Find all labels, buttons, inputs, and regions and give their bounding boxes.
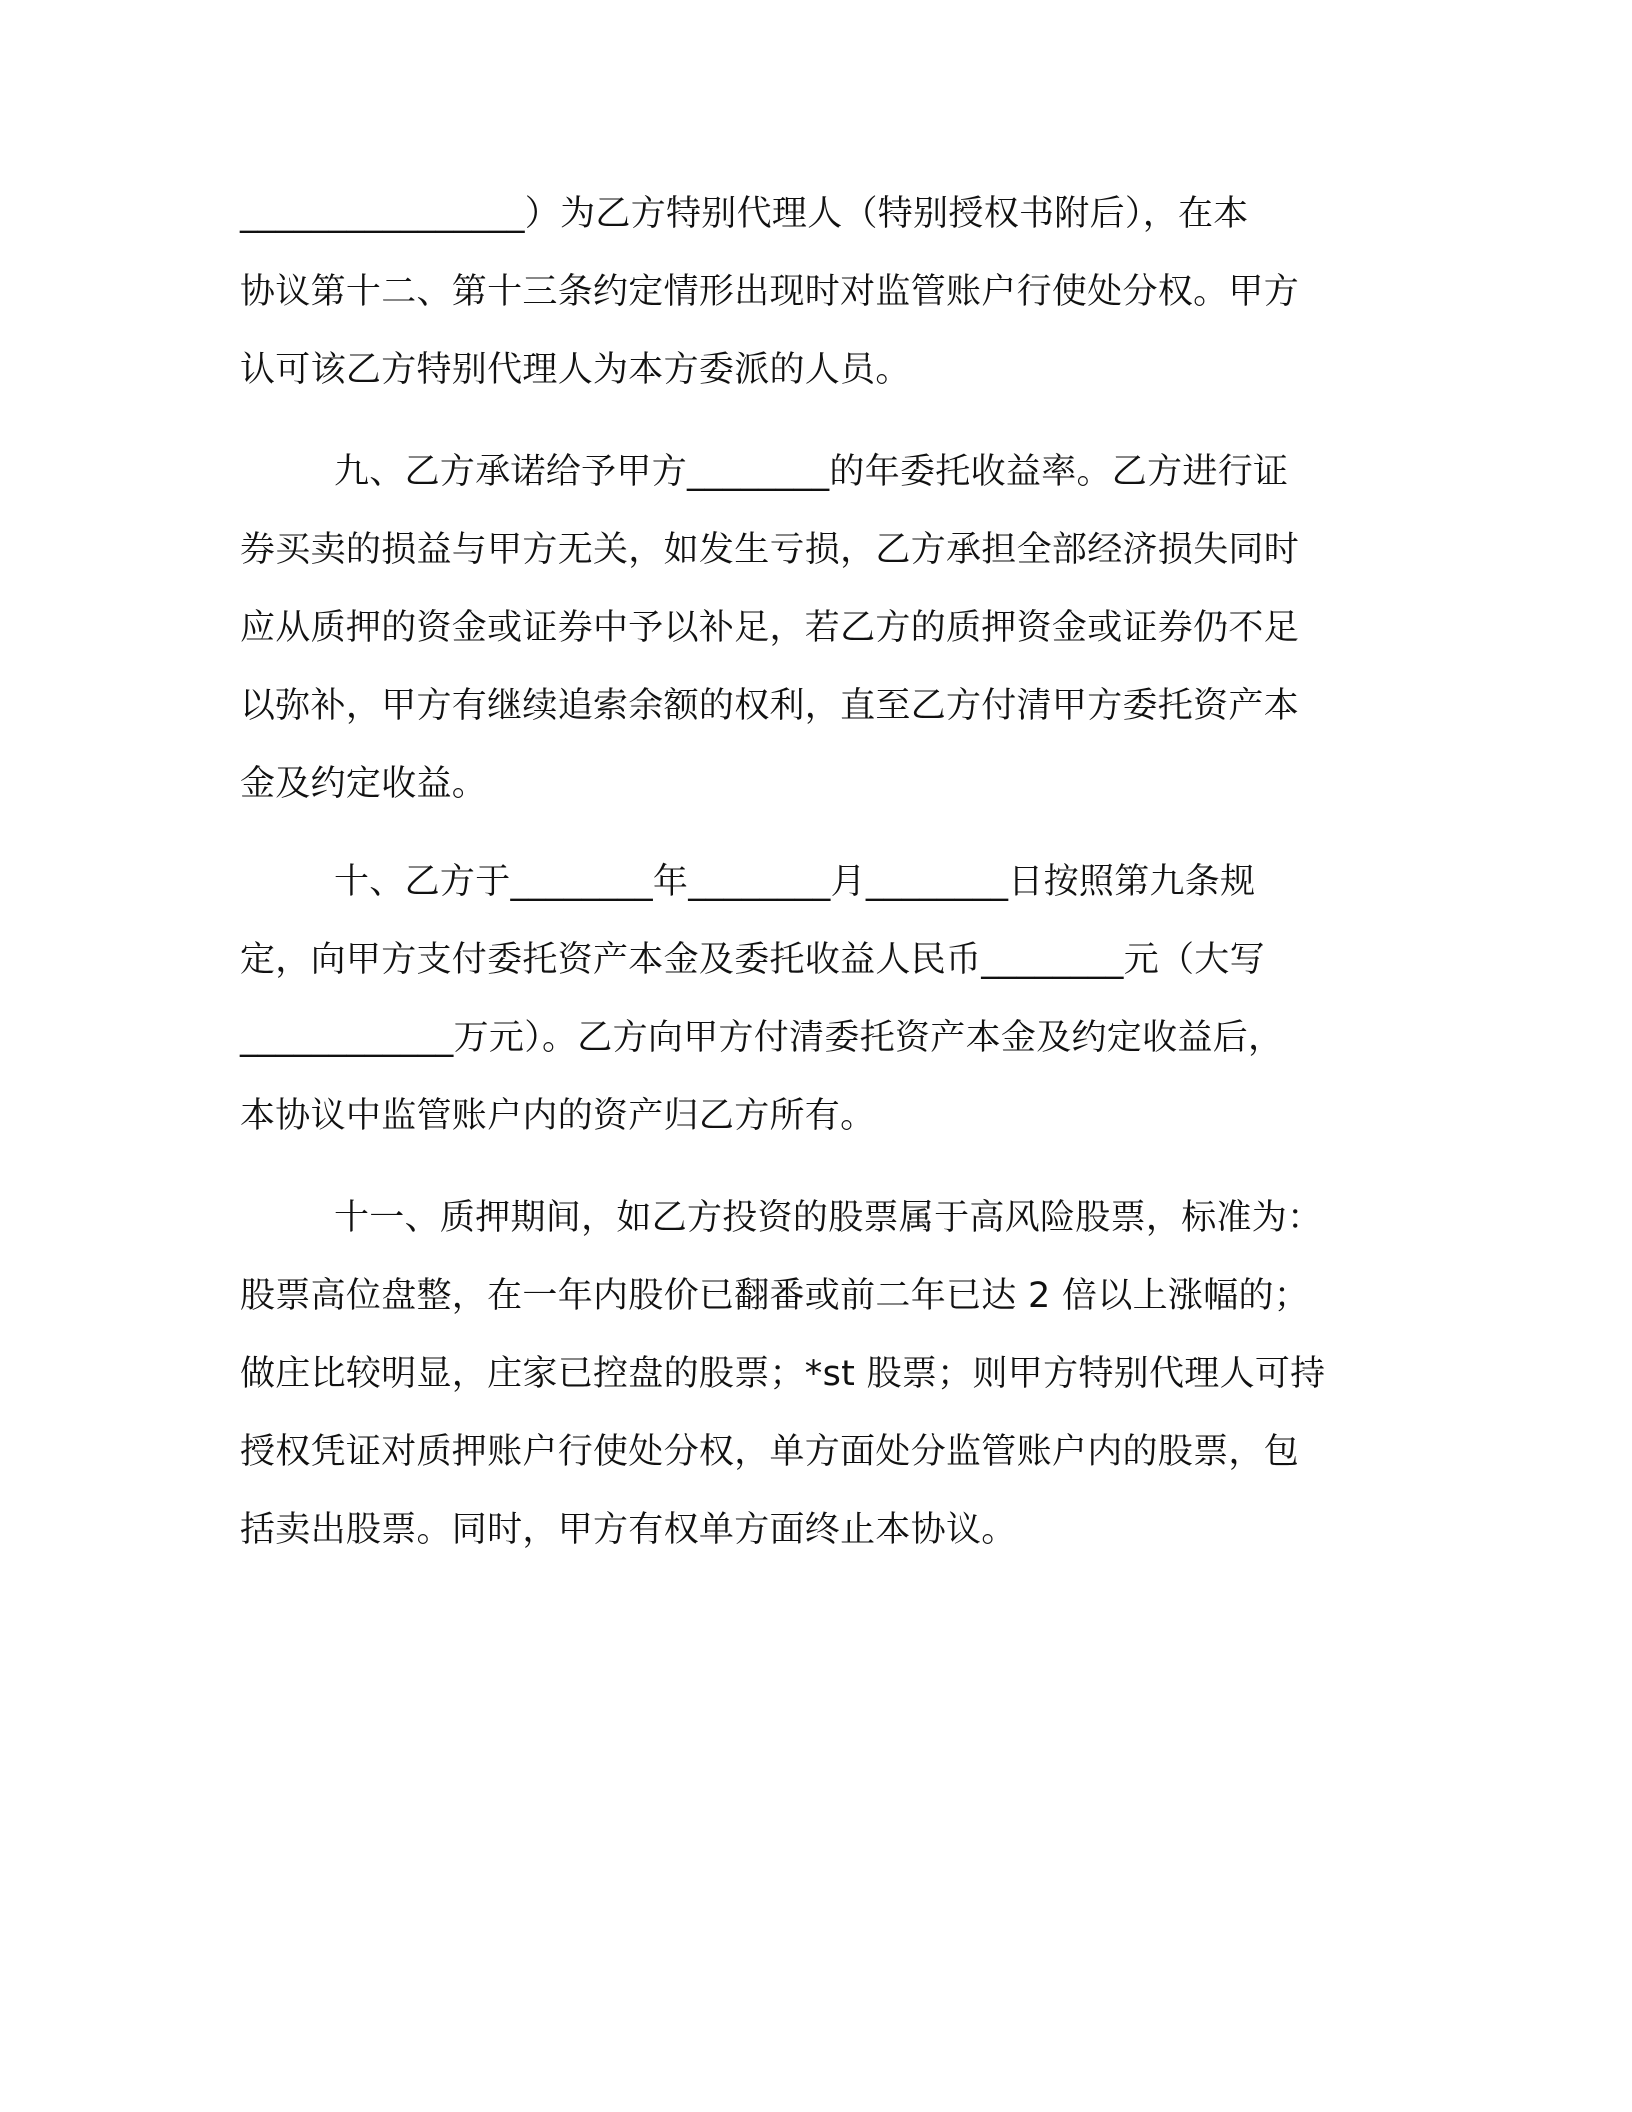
paragraph-8-line-3: 认可该乙方特别代理人为本方委派的人员。 [240, 350, 911, 390]
paragraph-10-line-3: ____________万元）。乙方向甲方付清委托资产本金及约定收益后， [240, 1018, 1284, 1058]
paragraph-11-line-4: 授权凭证对质押账户行使处分权，单方面处分监管账户内的股票，包 [240, 1432, 1300, 1472]
paragraph-8-line-2: 协议第十二、第十三条约定情形出现时对监管账户行使处分权。甲方 [240, 272, 1300, 312]
paragraph-10-line-4: 本协议中监管账户内的资产归乙方所有。 [240, 1096, 876, 1136]
paragraph-10-line-2: 定，向甲方支付委托资产本金及委托收益人民币________元（大写 [240, 940, 1265, 980]
paragraph-11-line-5: 括卖出股票。同时，甲方有权单方面终止本协议。 [240, 1510, 1017, 1550]
paragraph-10-line-1: 十、乙方于________年________月________日按照第九条规 [334, 862, 1256, 902]
paragraph-9-line-2: 券买卖的损益与甲方无关，如发生亏损，乙方承担全部经济损失同时 [240, 530, 1300, 570]
paragraph-9-line-4: 以弥补，甲方有继续追索余额的权利，直至乙方付清甲方委托资产本 [240, 686, 1300, 726]
paragraph-9-line-3: 应从质押的资金或证券中予以补足，若乙方的质押资金或证券仍不足 [240, 608, 1300, 648]
paragraph-11-line-1: 十一、质押期间，如乙方投资的股票属于高风险股票，标准为： [334, 1198, 1323, 1238]
paragraph-9-line-1: 九、乙方承诺给予甲方________的年委托收益率。乙方进行证 [334, 452, 1289, 492]
paragraph-11-line-2: 股票高位盘整，在一年内股价已翻番或前二年已达 2 倍以上涨幅的； [240, 1276, 1310, 1316]
paragraph-8-line-1: ________________）为乙方特别代理人（特别授权书附后），在本 [240, 194, 1249, 234]
paragraph-9-line-5: 金及约定收益。 [240, 764, 488, 804]
paragraph-11-line-3: 做庄比较明显，庄家已控盘的股票；*st 股票；则甲方特别代理人可持 [240, 1354, 1326, 1394]
